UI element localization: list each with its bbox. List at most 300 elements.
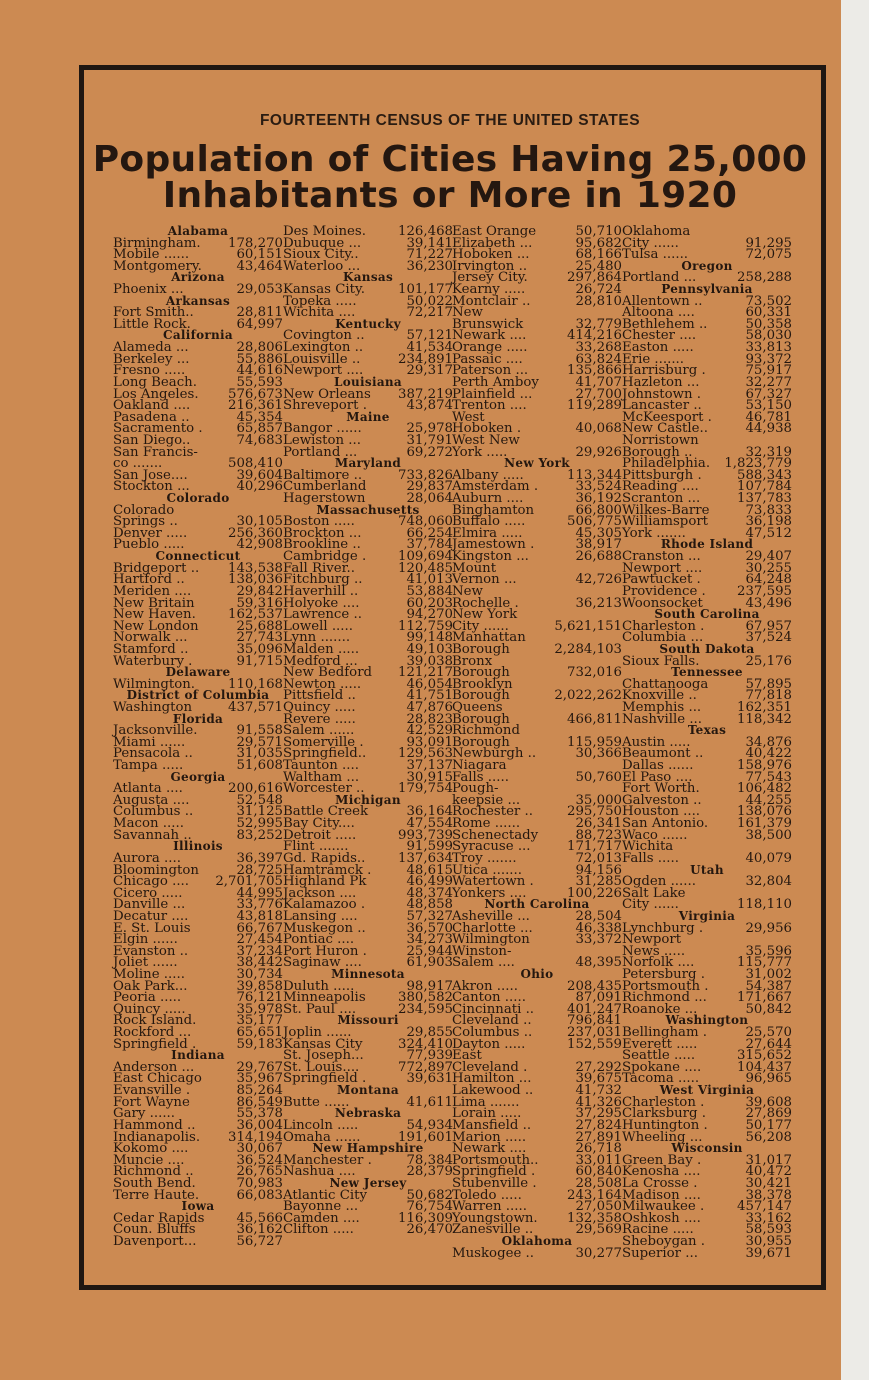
city-population: 39,675	[575, 1071, 622, 1087]
city-population: 29,855	[406, 1025, 453, 1041]
city-population: 25,570	[745, 1025, 792, 1041]
city-name: Phoenix ...	[113, 282, 184, 298]
city-name: Indianapolis.	[113, 1129, 201, 1145]
state-heading: Oklahoma	[501, 1234, 573, 1249]
city-population: 414,216	[567, 328, 622, 344]
city-name: Columbia ...	[622, 630, 704, 646]
city-name: Fall River..	[283, 560, 355, 576]
city-name: Battle Creek	[283, 804, 369, 820]
city-population: 38,378	[745, 1187, 792, 1203]
city-population: 129,563	[398, 746, 453, 762]
city-name: Wichita	[622, 839, 674, 855]
city-name: Brookline ..	[283, 537, 361, 553]
city-name: Seattle .....	[622, 1048, 696, 1064]
city-population: 48,395	[575, 955, 622, 971]
city-name: Aurora ....	[113, 850, 181, 866]
city-population: 158,976	[737, 758, 792, 774]
city-name: Davenport...	[113, 1234, 197, 1250]
city-population: 91,558	[236, 723, 283, 739]
city-population: 733,826	[398, 467, 453, 483]
city-population: 59,183	[236, 1036, 283, 1052]
city-population: 31,125	[236, 804, 283, 820]
city-population: 55,593	[236, 374, 283, 390]
city-name: Binghamton	[452, 502, 535, 518]
document-title	[0, 139, 869, 216]
state-heading: Pennsylvania	[661, 282, 753, 297]
city-name: Portland ...	[283, 444, 358, 460]
city-name: Hagerstown	[283, 491, 366, 507]
city-population: 171,717	[567, 839, 622, 855]
city-population: 36,570	[406, 920, 453, 936]
city-population: 118,110	[737, 897, 792, 913]
city-population: 73,833	[745, 502, 792, 518]
state-heading: Nebraska	[334, 1106, 402, 1121]
city-name: Allentown ..	[622, 293, 703, 309]
city-name: Syracuse ...	[452, 839, 531, 855]
city-name: Sheboygan .	[622, 1234, 706, 1250]
city-name: Salem ......	[283, 723, 355, 739]
city-name: Saginaw ....	[283, 955, 362, 971]
city-population: 86,549	[236, 1094, 283, 1110]
city-population: 77,818	[745, 688, 792, 704]
city-population: 50,022	[406, 293, 453, 309]
city-name: Moline .....	[113, 967, 185, 982]
state-heading: Kansas	[342, 270, 394, 285]
city-population: 35,177	[236, 1013, 283, 1029]
city-population: 44,938	[745, 421, 792, 437]
city-name: Hartford ..	[113, 572, 185, 588]
city-name: Philadelphia.	[622, 456, 711, 472]
city-population: 41,707	[575, 374, 622, 390]
city-name: Hamilton ...	[452, 1071, 532, 1087]
city-name: Rochester ..	[452, 804, 533, 820]
city-name: Fitchburg ..	[283, 572, 363, 588]
state-heading: Washington	[665, 1013, 749, 1028]
city-name: Bethlehem ..	[622, 316, 708, 332]
city-population: 36,524	[236, 1152, 283, 1168]
city-population: 27,050	[575, 1199, 622, 1215]
city-population: 37,784	[406, 537, 453, 553]
city-population: 67,957	[745, 618, 792, 634]
city-population: 91,295	[745, 235, 792, 251]
city-name: City ......	[452, 618, 509, 634]
city-population: 171,667	[737, 990, 792, 1006]
city-population: 200,616	[228, 781, 283, 797]
state-heading: Maryland	[334, 456, 402, 471]
city-name: St. Joseph...	[283, 1048, 364, 1064]
city-population: 45,566	[236, 1210, 283, 1226]
state-heading: Colorado	[166, 491, 230, 506]
city-name: New London	[113, 618, 199, 634]
state-heading: South Dakota	[659, 641, 755, 656]
state-heading: Rhode Island	[660, 537, 754, 552]
city-population: 5,621,151	[554, 618, 622, 634]
city-name: Trenton ....	[452, 398, 527, 414]
city-name: Marion .....	[452, 1129, 527, 1145]
city-name: Washington	[113, 699, 193, 715]
city-name: Hoboken .	[452, 421, 522, 437]
city-population: 26,765	[236, 1164, 283, 1180]
city-name: Kansas City	[283, 1036, 363, 1052]
city-population: 66,254	[406, 525, 453, 541]
city-population: 35,596	[745, 943, 792, 959]
city-name: Borough	[452, 734, 510, 750]
city-population: 57,327	[406, 908, 453, 924]
state-heading: Georgia	[170, 769, 226, 784]
city-population: 61,903	[406, 955, 453, 971]
city-population: 99,148	[406, 630, 453, 646]
city-population: 243,164	[567, 1187, 622, 1203]
city-name: Savannah ..	[113, 827, 192, 843]
city-population: 60,331	[745, 305, 792, 321]
city-name: Cincinnati ..	[452, 1001, 535, 1017]
city-name: West	[452, 409, 485, 425]
city-row	[283, 1224, 453, 1236]
state-heading: West Virginia	[659, 1083, 755, 1098]
city-name: Chattanooga	[622, 676, 709, 692]
city-population: 29,407	[745, 549, 792, 565]
city-name: Colorado	[113, 502, 175, 518]
city-name: New Bedford	[283, 665, 373, 681]
city-population: 30,105	[236, 514, 283, 530]
city-population: 96,965	[745, 1071, 792, 1087]
city-population: 39,141	[406, 235, 453, 251]
city-population: 46,781	[745, 409, 792, 425]
city-population: 162,537	[228, 607, 283, 623]
city-name: Montgomery.	[113, 258, 202, 274]
city-name: Kearny .....	[452, 282, 526, 298]
city-name: South Bend.	[113, 1175, 196, 1191]
city-name: Williamsport	[622, 514, 709, 530]
city-name: Jersey City.	[452, 270, 528, 286]
state-heading: Texas	[687, 723, 727, 738]
city-population: 46,338	[575, 920, 622, 936]
city-population: 29,837	[406, 479, 453, 495]
city-name: Borough	[452, 641, 510, 657]
city-name: Rockford ...	[113, 1025, 192, 1041]
city-name: Medford ...	[283, 653, 358, 669]
city-population: 113,344	[567, 467, 622, 483]
city-name: Lakewood ..	[452, 1083, 534, 1099]
city-population: 35,000	[575, 792, 622, 808]
city-name: Miami ......	[113, 734, 186, 750]
city-population: 29,926	[575, 444, 622, 460]
city-population: 31,002	[745, 967, 792, 982]
state-heading: Louisiana	[333, 374, 402, 389]
city-population: 40,079	[745, 850, 792, 866]
city-name: Muskegon ..	[283, 920, 366, 936]
state-heading: Maine	[346, 409, 390, 424]
city-name: Plainfield ...	[452, 386, 533, 402]
city-population: 52,548	[236, 792, 283, 808]
city-population: 35,978	[236, 1001, 283, 1017]
city-name: Lima .......	[452, 1094, 520, 1110]
city-name: Topeka .....	[283, 293, 357, 309]
city-population: 39,671	[745, 1245, 792, 1261]
city-population: 40,422	[745, 746, 792, 762]
city-name: West New	[452, 432, 520, 448]
city-population: 72,013	[575, 850, 622, 866]
city-population: 28,508	[575, 1175, 622, 1191]
state-heading: District of Columbia	[126, 688, 270, 703]
city-name: Bloomington	[113, 862, 199, 878]
city-name: Elizabeth ...	[452, 235, 533, 251]
city-name: Fresno .....	[113, 363, 186, 379]
city-population: 41,751	[406, 688, 453, 704]
city-population: 138,076	[737, 804, 792, 820]
city-population: 42,908	[236, 537, 283, 553]
city-name: Decatur ....	[113, 908, 189, 924]
city-population: 41,326	[575, 1094, 622, 1110]
city-population: 29,569	[575, 1222, 622, 1238]
city-name: Manchester .	[283, 1152, 372, 1168]
city-name: Newport	[622, 932, 682, 948]
city-row	[622, 1245, 792, 1261]
city-population: 77,939	[406, 1048, 453, 1064]
city-population: 258,288	[737, 270, 792, 286]
city-name: Waltham ...	[283, 769, 360, 785]
city-population: 50,358	[745, 316, 792, 332]
city-population: 2,022,262	[554, 688, 622, 704]
city-name: Oakland ....	[113, 398, 191, 414]
city-population: 120,485	[398, 560, 453, 576]
city-population: 27,292	[575, 1059, 622, 1075]
city-name: Harrisburg .	[622, 363, 706, 379]
city-population: 50,682	[406, 1187, 453, 1203]
city-population: 94,156	[575, 862, 622, 878]
city-name: Muskogee ..	[452, 1245, 534, 1261]
state-heading: North Carolina	[484, 897, 590, 912]
city-population: 41,611	[406, 1094, 453, 1110]
city-name: Wilmington	[452, 932, 530, 948]
city-name: Newburgh ..	[452, 746, 537, 762]
city-population: 28,811	[236, 305, 283, 321]
city-name: Huntington .	[622, 1117, 708, 1133]
city-population: 55,378	[236, 1106, 283, 1122]
city-population: 33,372	[575, 932, 622, 948]
city-name: Yonkers ....	[452, 885, 527, 901]
city-population: 506,775	[567, 514, 622, 530]
city-name: Gary ......	[113, 1106, 176, 1122]
city-name: Columbus ..	[452, 1025, 533, 1041]
city-name: Jamestown .	[452, 537, 535, 553]
city-name: Cleveland ..	[452, 1013, 532, 1029]
city-name: Wichita ....	[283, 305, 356, 321]
city-population: 31,035	[236, 746, 283, 762]
city-name: Salem ....	[452, 955, 515, 971]
city-population: 27,700	[575, 386, 622, 402]
city-population: 32,319	[745, 444, 792, 460]
city-population: 85,264	[236, 1083, 283, 1099]
city-name: Salt Lake	[622, 885, 686, 901]
city-population: 66,800	[575, 502, 622, 518]
city-population: 45,305	[575, 525, 622, 541]
city-population: 796,841	[567, 1013, 622, 1029]
city-name: Akron .....	[452, 978, 518, 994]
city-name: Vernon ...	[452, 572, 517, 588]
state-heading: Tennessee	[671, 665, 743, 680]
city-population: 107,784	[737, 479, 792, 495]
city-name: Holyoke ....	[283, 595, 360, 611]
city-name: Cranston ...	[622, 549, 701, 565]
city-population: 237,031	[567, 1025, 622, 1041]
city-name: Hoboken ...	[452, 247, 530, 263]
city-name: St. Louis....	[283, 1059, 360, 1075]
city-name: Taunton ....	[283, 758, 359, 774]
city-population: 234,595	[398, 1001, 453, 1017]
city-name: Scranton ...	[622, 491, 701, 507]
city-name: Evansville .	[113, 1083, 191, 1099]
city-name: Richmond ...	[622, 990, 707, 1006]
city-name: City ......	[622, 897, 679, 913]
city-name: Worcester ..	[283, 781, 365, 797]
city-name: Hammond ..	[113, 1117, 196, 1133]
state-heading: Florida	[172, 711, 224, 726]
city-population: 36,230	[406, 258, 453, 274]
city-row	[113, 1236, 283, 1248]
city-population: 191,601	[398, 1129, 453, 1145]
city-name: Fort Worth.	[622, 781, 700, 797]
city-name: Orange .....	[452, 340, 528, 356]
city-population: 28,064	[406, 491, 453, 507]
state-heading: Massachusetts	[316, 502, 420, 517]
city-name: Mount	[452, 560, 497, 576]
city-population: 60,151	[236, 247, 283, 263]
city-name: Muncie ....	[113, 1152, 185, 1168]
city-population: 37,524	[745, 630, 792, 646]
city-name: Portsmouth .	[622, 978, 709, 994]
city-population: 75,917	[745, 363, 792, 379]
city-name: Springfield .	[452, 1164, 536, 1180]
state-heading: South Carolina	[654, 607, 760, 622]
city-population: 39,858	[236, 978, 283, 994]
city-name: Pittsburgh .	[622, 467, 702, 483]
city-name: Bangor ......	[283, 421, 362, 437]
city-population: 28,823	[406, 711, 453, 727]
city-population: 115,777	[737, 955, 792, 971]
city-population: 38,442	[236, 955, 283, 971]
city-population: 36,397	[236, 850, 283, 866]
city-name: Stamford ..	[113, 641, 189, 657]
city-population: 93,372	[745, 351, 792, 367]
city-population: 52,995	[236, 816, 283, 832]
city-population: 58,030	[745, 328, 792, 344]
city-population: 234,891	[398, 351, 453, 367]
city-population: 28,806	[236, 340, 283, 356]
city-name: Dayton .....	[452, 1036, 526, 1052]
city-name: Cleveland .	[452, 1059, 528, 1075]
city-name: East	[452, 1048, 482, 1064]
city-population: 588,343	[737, 467, 792, 483]
city-population: 50,710	[575, 224, 622, 239]
city-name: Madison ....	[622, 1187, 701, 1203]
city-name: Cambridge .	[283, 549, 367, 565]
city-name: Fort Smith..	[113, 305, 194, 321]
city-population: 44,255	[745, 792, 792, 808]
city-name: Utica .......	[452, 862, 522, 878]
city-population: 208,435	[567, 978, 622, 994]
city-population: 29,842	[236, 583, 283, 599]
city-name: Augusta ....	[113, 792, 190, 808]
city-population: 38,917	[575, 537, 622, 553]
city-name: Norristown	[622, 432, 699, 448]
city-population: 35,967	[236, 1071, 283, 1087]
city-population: 65,651	[236, 1025, 283, 1041]
city-population: 25,944	[406, 943, 453, 959]
city-name: Newark ....	[452, 328, 527, 344]
city-population: 121,217	[398, 665, 453, 681]
city-population: 37,234	[236, 943, 283, 959]
city-name: Canton .....	[452, 990, 526, 1006]
city-population: 76,121	[236, 990, 283, 1006]
city-name: Albany .....	[452, 467, 524, 483]
city-population: 77,543	[745, 769, 792, 785]
state-heading: Connecticut	[155, 549, 241, 564]
city-population: 58,593	[745, 1222, 792, 1238]
state-heading: Minnesota	[331, 967, 405, 981]
city-population: 54,934	[406, 1117, 453, 1133]
city-population: 31,017	[745, 1152, 792, 1168]
city-population: 1,823,779	[724, 456, 792, 472]
city-name: Johnstown .	[622, 386, 702, 402]
city-name: Portsmouth..	[452, 1152, 539, 1168]
city-name: Baltimore ..	[283, 467, 363, 483]
city-population: 30,915	[406, 769, 453, 785]
city-name: Springfield..	[283, 746, 367, 762]
city-name: San Jose....	[113, 467, 188, 483]
city-population: 101,177	[398, 282, 453, 298]
state-heading: Utah	[690, 862, 724, 877]
city-name: Kokomo ....	[113, 1141, 189, 1157]
city-name: New Haven.	[113, 607, 196, 623]
city-name: Lincoln .....	[283, 1117, 359, 1133]
city-name: Schenectady	[452, 827, 539, 843]
city-population: 27,644	[745, 1036, 792, 1052]
population-column-3	[452, 226, 622, 1259]
city-name: Denver .....	[113, 525, 188, 541]
city-population: 576,673	[228, 386, 283, 402]
city-name: Springfield .	[113, 1036, 197, 1052]
city-population: 88,723	[575, 827, 622, 843]
city-name: Ogden ......	[622, 874, 696, 890]
city-name: Flint .......	[283, 839, 349, 855]
city-population: 41,013	[406, 572, 453, 588]
city-population: 772,897	[398, 1059, 453, 1075]
city-name: Coun. Bluffs	[113, 1222, 196, 1238]
city-name: keepsie ...	[452, 792, 521, 808]
city-name: Oklahoma	[622, 224, 691, 239]
city-population: 100,226	[567, 885, 622, 901]
city-population: 2,701,705	[215, 874, 283, 890]
city-name: Rome ......	[452, 816, 521, 832]
city-population: 118,342	[737, 711, 792, 727]
city-population: 315,652	[737, 1048, 792, 1064]
state-heading: Missouri	[337, 1013, 399, 1028]
city-name: Charleston .	[622, 1094, 705, 1110]
city-name: San Francis-	[113, 444, 198, 460]
city-name: Mobile ......	[113, 247, 190, 263]
city-population: 30,421	[745, 1175, 792, 1191]
city-population: 30,067	[236, 1141, 283, 1157]
census-pretitle: FOURTEENTH CENSUS OF THE UNITED STATES	[259, 112, 641, 129]
city-population: 50,760	[575, 769, 622, 785]
city-population: 48,858	[406, 897, 453, 913]
city-population: 2,284,103	[554, 641, 622, 657]
city-population: 63,824	[575, 351, 622, 367]
city-name: Atlantic City	[283, 1187, 368, 1203]
city-population: 78,384	[406, 1152, 453, 1168]
city-population: 138,036	[228, 572, 283, 588]
